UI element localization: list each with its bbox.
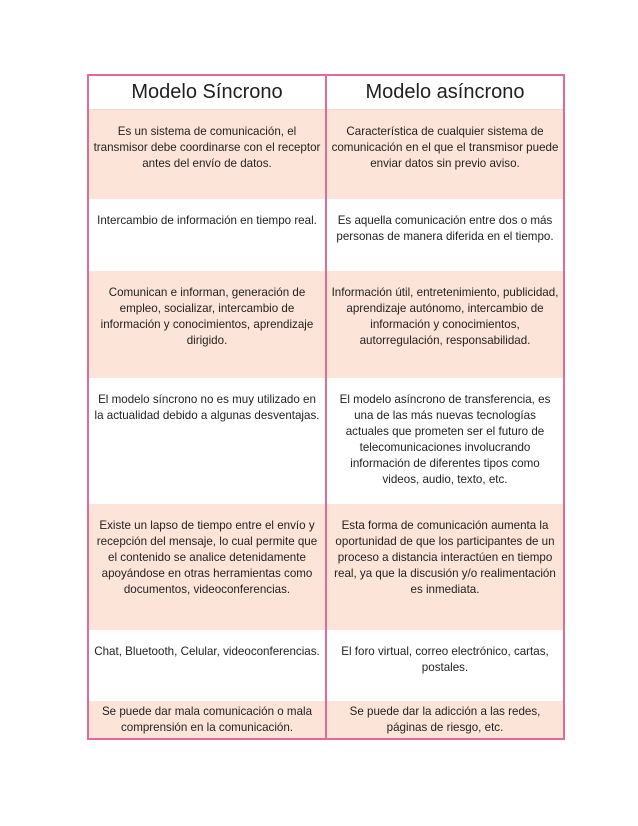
cell-asincrono: Es aquella comunicación entre dos o más personas de manera diferida en el tiempo. xyxy=(326,199,564,271)
cell-sincrono: Se puede dar mala comunicación o mala comprensión en la comunicación. xyxy=(88,701,326,739)
table-row xyxy=(88,199,564,271)
header-sincrono: Modelo Síncrono xyxy=(88,75,326,109)
cell-sincrono: El modelo síncrono no es muy utilizado en la actualidad debido a algunas desventajas. xyxy=(88,378,326,504)
cell-sincrono: Es un sistema de comunicación, el transmisor debe coordinarse con el receptor antes del envío de datos. xyxy=(88,109,326,199)
table-row xyxy=(88,504,564,630)
cell-asincrono: El foro virtual, correo electrónico, cartas, postales. xyxy=(326,630,564,701)
cell-asincrono: El modelo asíncrono de transferencia, es una de las más nuevas tecnologías actuales que prometen ser el futuro de telecomunicaciones involucrando información de diferentes tipos como videos, audio, texto, etc. xyxy=(326,378,564,504)
cell-asincrono: Se puede dar la adicción a las redes, páginas de riesgo, etc. xyxy=(326,701,564,739)
table-header-row xyxy=(88,75,564,109)
cell-asincrono: Característica de cualquier sistema de comunicación en el que el transmisor puede enviar datos sin previo aviso. xyxy=(326,109,564,199)
cell-sincrono: Existe un lapso de tiempo entre el envío y recepción del mensaje, lo cual permite que el contenido se analice detenidamente apoyándose en otras herramientas como documentos, videoconferencias. xyxy=(88,504,326,630)
header-asincrono: Modelo asíncrono xyxy=(326,75,564,109)
cell-sincrono: Comunican e informan, generación de empleo, socializar, intercambio de información y conocimientos, aprendizaje dirigido. xyxy=(88,271,326,378)
cell-asincrono: Esta forma de comunicación aumenta la oportunidad de que los participantes de un proceso a distancia interactúen en tiempo real, ya que la discusión y/o realimentación es inmediata. xyxy=(326,504,564,630)
cell-asincrono: Información útil, entretenimiento, publicidad, aprendizaje autónomo, intercambio de información y conocimientos, autorregulación, responsabilidad. xyxy=(326,271,564,378)
cell-sincrono: Chat, Bluetooth, Celular, videoconferencias. xyxy=(88,630,326,701)
cell-sincrono: Intercambio de información en tiempo real. xyxy=(88,199,326,271)
table-row xyxy=(88,701,564,739)
table-row xyxy=(88,271,564,378)
table-row xyxy=(88,109,564,199)
table-row xyxy=(88,378,564,504)
comparison-table xyxy=(87,74,565,740)
table-row xyxy=(88,630,564,701)
